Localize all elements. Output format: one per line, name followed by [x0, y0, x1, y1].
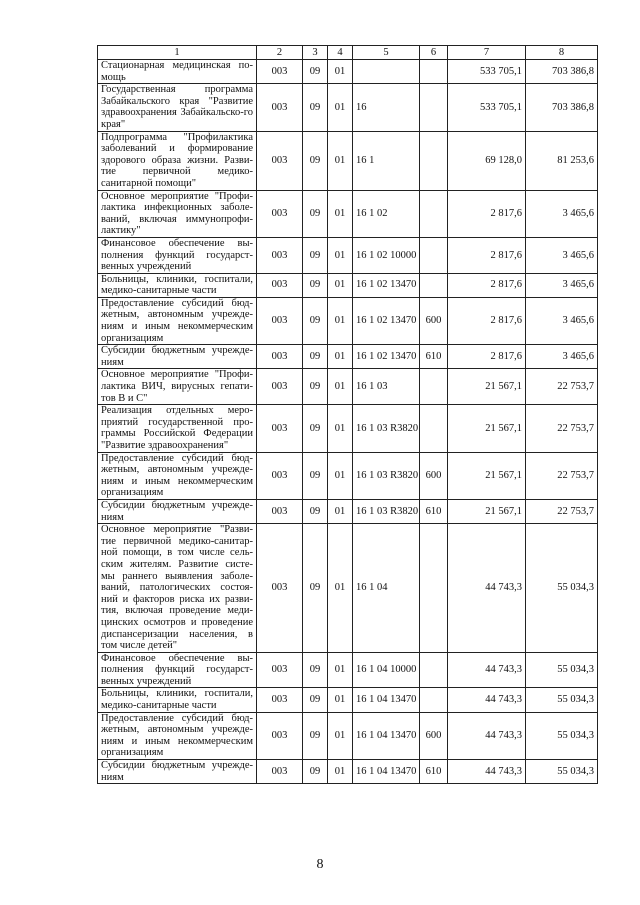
amount-col8: 703 386,8	[526, 84, 598, 131]
amount-col7: 44 743,3	[448, 652, 526, 688]
code-section: 09	[303, 760, 328, 784]
code-section: 09	[303, 60, 328, 84]
code-ministry: 003	[257, 452, 303, 499]
code-subsection: 01	[328, 712, 353, 759]
amount-col7: 2 817,6	[448, 297, 526, 344]
table-row	[98, 84, 598, 131]
code-section: 09	[303, 297, 328, 344]
code-subsection: 01	[328, 405, 353, 452]
item-name: Субсидии бюджетным учрежде-ниям	[98, 760, 257, 784]
code-subsection: 01	[328, 237, 353, 273]
amount-col7: 21 567,1	[448, 369, 526, 405]
code-ministry: 003	[257, 369, 303, 405]
code-section: 09	[303, 273, 328, 297]
code-expense-type	[420, 131, 448, 190]
code-expense-type	[420, 60, 448, 84]
item-name: Подпрограмма "Профилактика заболеваний и формирование здорового образа жизни. Разви-тие первичной медико-санитарной помощи"	[98, 131, 257, 190]
table-row	[98, 712, 598, 759]
amount-col8: 55 034,3	[526, 652, 598, 688]
code-expense-type: 610	[420, 760, 448, 784]
code-expense-type	[420, 273, 448, 297]
code-ministry: 003	[257, 131, 303, 190]
table-row	[98, 131, 598, 190]
amount-col8: 22 753,7	[526, 499, 598, 523]
code-ministry: 003	[257, 60, 303, 84]
table-row	[98, 524, 598, 653]
code-section: 09	[303, 237, 328, 273]
table-row	[98, 273, 598, 297]
code-subsection: 01	[328, 524, 353, 653]
code-section: 09	[303, 190, 328, 237]
code-subsection: 01	[328, 688, 353, 712]
page-number: 8	[316, 857, 324, 872]
amount-col8: 55 034,3	[526, 760, 598, 784]
table-row	[98, 237, 598, 273]
code-target: 16 1 02 10000	[353, 237, 420, 273]
code-ministry: 003	[257, 499, 303, 523]
code-ministry: 003	[257, 190, 303, 237]
amount-col8: 22 753,7	[526, 369, 598, 405]
item-name: Реализация отдельных меро-приятий государственной про-граммы Российской Федерации "Развитие здравоохранения"	[98, 405, 257, 452]
code-expense-type	[420, 84, 448, 131]
code-expense-type	[420, 652, 448, 688]
code-ministry: 003	[257, 760, 303, 784]
code-subsection: 01	[328, 84, 353, 131]
amount-col7: 21 567,1	[448, 499, 526, 523]
table-header-row	[98, 46, 598, 60]
code-ministry: 003	[257, 405, 303, 452]
code-target: 16 1 02 13470	[353, 297, 420, 344]
amount-col8: 703 386,8	[526, 60, 598, 84]
code-subsection: 01	[328, 652, 353, 688]
code-ministry: 003	[257, 237, 303, 273]
code-section: 09	[303, 652, 328, 688]
code-target: 16 1 04 13470	[353, 760, 420, 784]
header-cell: 3	[303, 46, 328, 60]
code-target: 16 1 03 R3820	[353, 499, 420, 523]
code-expense-type	[420, 405, 448, 452]
amount-col8: 55 034,3	[526, 524, 598, 653]
item-name: Финансовое обеспечение вы-полнения функций государст-венных учреждений	[98, 652, 257, 688]
code-expense-type: 610	[420, 499, 448, 523]
amount-col8: 81 253,6	[526, 131, 598, 190]
amount-col7: 533 705,1	[448, 84, 526, 131]
amount-col7: 2 817,6	[448, 237, 526, 273]
amount-col8: 3 465,6	[526, 297, 598, 344]
code-section: 09	[303, 524, 328, 653]
item-name: Основное мероприятие "Профи-лактика ВИЧ, вирусных гепати-тов В и С"	[98, 369, 257, 405]
code-ministry: 003	[257, 345, 303, 369]
table-row	[98, 652, 598, 688]
amount-col7: 2 817,6	[448, 190, 526, 237]
item-name: Больницы, клиники, госпитали, медико-санитарные части	[98, 688, 257, 712]
amount-col7: 44 743,3	[448, 760, 526, 784]
table-row	[98, 452, 598, 499]
code-section: 09	[303, 131, 328, 190]
table-row	[98, 190, 598, 237]
table-row	[98, 345, 598, 369]
amount-col8: 22 753,7	[526, 405, 598, 452]
table-row	[98, 760, 598, 784]
code-expense-type	[420, 524, 448, 653]
amount-col8: 55 034,3	[526, 712, 598, 759]
code-subsection: 01	[328, 452, 353, 499]
code-target	[353, 60, 420, 84]
amount-col8: 3 465,6	[526, 273, 598, 297]
header-cell: 8	[526, 46, 598, 60]
code-expense-type	[420, 688, 448, 712]
code-expense-type: 600	[420, 452, 448, 499]
amount-col7: 21 567,1	[448, 452, 526, 499]
item-name: Основное мероприятие "Разви-тие первичной медико-санитар-ной помощи, в том числе сель-ским жителям. Развитие систе-мы раннего выявления заболе-ваний, патологических состоя-ний и факторов риска их разви-тия, включая проведение меди-цинских осмотров и проведение диспансеризации населения, в том числе детей"	[98, 524, 257, 653]
code-subsection: 01	[328, 760, 353, 784]
budget-table	[97, 45, 598, 784]
amount-col8: 3 465,6	[526, 190, 598, 237]
code-expense-type	[420, 369, 448, 405]
code-ministry: 003	[257, 652, 303, 688]
code-subsection: 01	[328, 60, 353, 84]
code-subsection: 01	[328, 345, 353, 369]
code-section: 09	[303, 84, 328, 131]
header-cell: 5	[353, 46, 420, 60]
code-section: 09	[303, 712, 328, 759]
amount-col7: 44 743,3	[448, 712, 526, 759]
code-section: 09	[303, 688, 328, 712]
code-target: 16 1 03	[353, 369, 420, 405]
code-section: 09	[303, 499, 328, 523]
item-name: Предоставление субсидий бюд-жетным, автономным учрежде-ниям и иным некоммерческим организациям	[98, 712, 257, 759]
header-cell: 2	[257, 46, 303, 60]
amount-col8: 55 034,3	[526, 688, 598, 712]
code-target: 16 1 04 13470	[353, 688, 420, 712]
table-row	[98, 499, 598, 523]
code-section: 09	[303, 405, 328, 452]
code-target: 16 1 04	[353, 524, 420, 653]
code-subsection: 01	[328, 499, 353, 523]
code-section: 09	[303, 345, 328, 369]
code-expense-type: 610	[420, 345, 448, 369]
code-target: 16 1 04 13470	[353, 712, 420, 759]
code-target: 16 1 02	[353, 190, 420, 237]
code-ministry: 003	[257, 273, 303, 297]
amount-col7: 21 567,1	[448, 405, 526, 452]
code-target: 16 1 03 R3820	[353, 405, 420, 452]
item-name: Предоставление субсидий бюд-жетным, автономным учрежде-ниям и иным некоммерческим организациям	[98, 297, 257, 344]
table-row	[98, 60, 598, 84]
table-row	[98, 369, 598, 405]
header-cell: 1	[98, 46, 257, 60]
code-expense-type	[420, 237, 448, 273]
table-row	[98, 405, 598, 452]
amount-col8: 3 465,6	[526, 237, 598, 273]
code-section: 09	[303, 369, 328, 405]
header-cell: 4	[328, 46, 353, 60]
code-expense-type	[420, 190, 448, 237]
code-target: 16 1 02 13470	[353, 273, 420, 297]
table-row	[98, 297, 598, 344]
code-subsection: 01	[328, 273, 353, 297]
header-cell: 7	[448, 46, 526, 60]
item-name: Предоставление субсидий бюд-жетным, автономным учрежде-ниям и иным некоммерческим организациям	[98, 452, 257, 499]
amount-col8: 3 465,6	[526, 345, 598, 369]
item-name: Субсидии бюджетным учрежде-ниям	[98, 345, 257, 369]
code-subsection: 01	[328, 131, 353, 190]
code-expense-type: 600	[420, 297, 448, 344]
amount-col7: 69 128,0	[448, 131, 526, 190]
item-name: Субсидии бюджетным учрежде-ниям	[98, 499, 257, 523]
amount-col8: 22 753,7	[526, 452, 598, 499]
header-cell: 6	[420, 46, 448, 60]
table-row	[98, 688, 598, 712]
code-subsection: 01	[328, 297, 353, 344]
code-section: 09	[303, 452, 328, 499]
amount-col7: 44 743,3	[448, 524, 526, 653]
code-ministry: 003	[257, 297, 303, 344]
code-target: 16 1 02 13470	[353, 345, 420, 369]
code-target: 16 1	[353, 131, 420, 190]
item-name: Больницы, клиники, госпитали, медико-санитарные части	[98, 273, 257, 297]
code-target: 16 1 03 R3820	[353, 452, 420, 499]
item-name: Основное мероприятие "Профи-лактика инфекционных заболе-ваний, включая иммунопрофи-лактику"	[98, 190, 257, 237]
item-name: Стационарная медицинская по-мощь	[98, 60, 257, 84]
item-name: Государственная программа Забайкальского края "Развитие здравоохранения Забайкальско-го края"	[98, 84, 257, 131]
code-ministry: 003	[257, 84, 303, 131]
amount-col7: 2 817,6	[448, 345, 526, 369]
amount-col7: 44 743,3	[448, 688, 526, 712]
item-name: Финансовое обеспечение вы-полнения функций государст-венных учреждений	[98, 237, 257, 273]
code-expense-type: 600	[420, 712, 448, 759]
code-ministry: 003	[257, 712, 303, 759]
code-subsection: 01	[328, 190, 353, 237]
code-target: 16	[353, 84, 420, 131]
amount-col7: 2 817,6	[448, 273, 526, 297]
code-target: 16 1 04 10000	[353, 652, 420, 688]
amount-col7: 533 705,1	[448, 60, 526, 84]
code-ministry: 003	[257, 688, 303, 712]
code-ministry: 003	[257, 524, 303, 653]
code-subsection: 01	[328, 369, 353, 405]
